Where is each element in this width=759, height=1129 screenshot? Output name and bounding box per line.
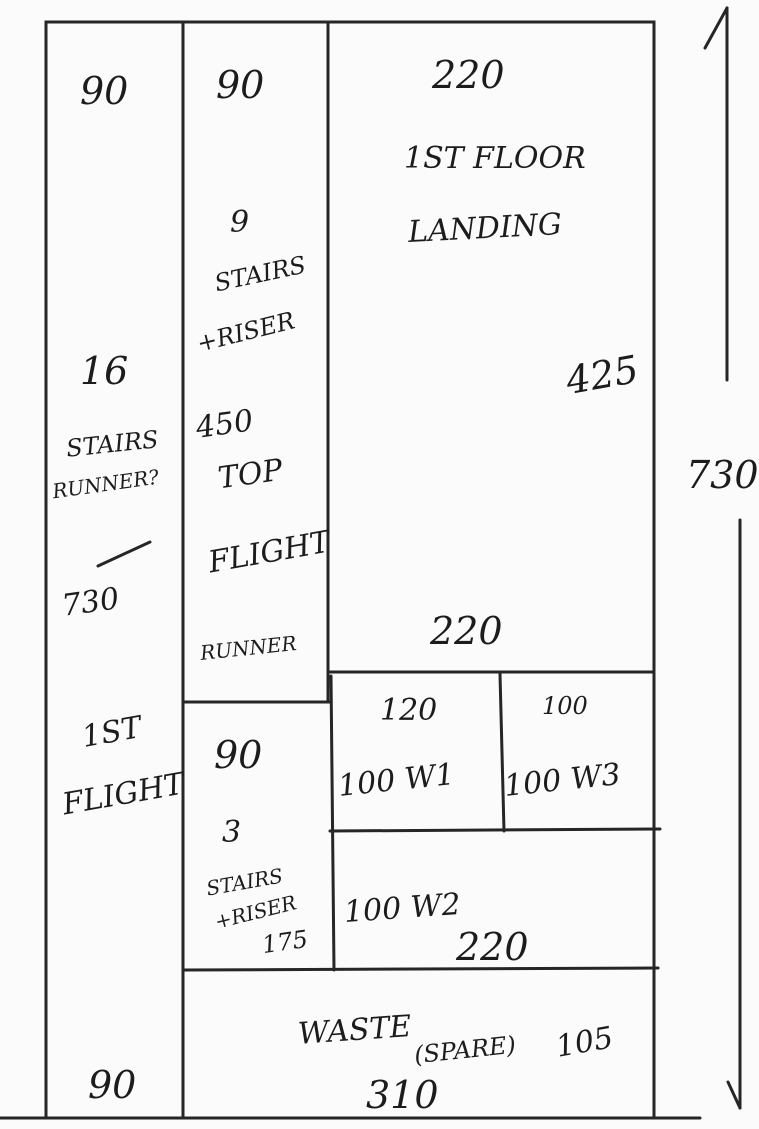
landing-top-width: 220 [432,53,505,97]
waste-height: 105 [553,1020,616,1065]
landing-title-line2: LANDING [407,206,563,251]
middle-flight-label: FLIGHT [205,524,333,581]
middle-stairs-count: 9 [230,205,250,240]
w1-width: 120 [380,693,438,728]
landing-height: 425 [562,347,642,403]
middle-flight-length: 450 [193,403,256,446]
waste-top-line [183,968,658,970]
w3-width: 100 [542,692,588,720]
waste-note: (SPARE) [412,1030,518,1070]
landing-bottom-width: 220 [430,609,503,653]
left-flight-line2: FLIGHT [59,766,187,823]
lower-flight-width: 90 [214,733,263,777]
overall-dimension-arrowhead-bottom [728,1082,740,1108]
left-column-top-width: 90 [80,69,129,113]
middle-runner-label: RUNNER [199,631,298,665]
outer-frame [46,22,654,1118]
left-column-dash [98,542,150,566]
waste-label: WASTE [296,1009,413,1052]
w3-label: 100 W3 [502,756,623,805]
left-runner-label: RUNNER? [50,464,161,504]
lower-flight-length: 175 [260,924,310,960]
left-column-bottom-width: 90 [88,1063,137,1107]
left-flight-line1: 1ST [79,710,145,755]
left-column-length: 730 [59,581,122,624]
waste-width: 310 [366,1073,439,1117]
w1-label: 100 W1 [336,756,457,805]
w2-width: 220 [456,925,529,969]
overall-height: 730 [686,453,759,497]
landing-title-line1: 1ST FLOOR [404,141,586,176]
lower-stairs-label: STAIRS [204,863,285,901]
middle-top-label: TOP [215,452,285,497]
left-stairs-count: 16 [80,349,129,393]
middle-riser-label: +RISER [194,306,298,358]
middle-column-width: 90 [216,63,265,107]
w-rooms-bottom-line [330,829,660,831]
w1-w3-divider [500,674,504,831]
overall-dimension-arrowhead-top [705,8,727,48]
middle-column-divider-lower [331,676,334,970]
left-stairs-label: STAIRS [64,425,160,463]
lower-riser-label: +RISER [212,890,299,934]
lower-stairs-count: 3 [222,815,242,850]
w2-label: 100 W2 [342,886,462,931]
middle-stairs-label: STAIRS [212,250,309,298]
